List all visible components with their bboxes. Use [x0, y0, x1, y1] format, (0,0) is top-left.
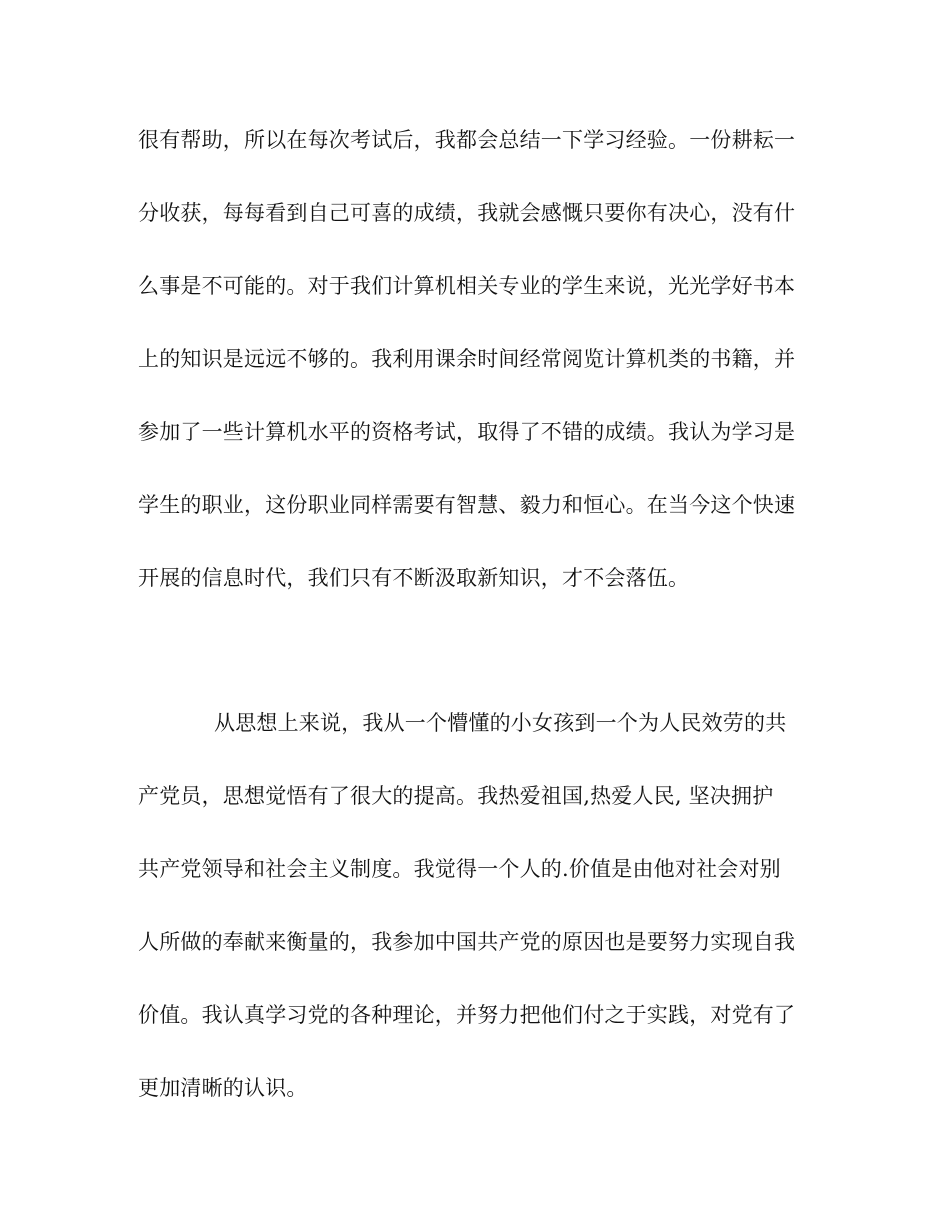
paragraph-2-line-4: 人所做的奉献来衡量的，我参加中国共产党的原因也是要努力实现自我 [138, 930, 796, 954]
paragraph-2-line-1: 从思想上来说，我从一个懵懂的小女孩到一个为人民效劳的共 [214, 711, 787, 735]
paragraph-1-line-2: 分收获，每每看到自己可喜的成绩，我就会感慨只要你有决心，没有什 [138, 201, 796, 225]
paragraph-1-line-7: 开展的信息时代，我们只有不断汲取新知识，才不会落伍。 [138, 566, 690, 590]
paragraph-1-line-3: 么事是不可能的。对于我们计算机相关专业的学生来说，光光学好书本 [138, 274, 796, 298]
paragraph-1-line-1: 很有帮助，所以在每次考试后，我都会总结一下学习经验。一份耕耘一 [138, 128, 796, 152]
paragraph-2-line-2: 产党员，思想觉悟有了很大的提高。我热爱祖国,热爱人民, 坚决拥护 [138, 784, 774, 808]
paragraph-2-line-3: 共产党领导和社会主义制度。我觉得一个人的.价值是由他对社会对别 [138, 857, 781, 881]
paragraph-2-line-6: 更加清晰的认识。 [138, 1076, 308, 1100]
paragraph-2-line-5: 价值。我认真学习党的各种理论，并努力把他们付之于实践，对党有了 [138, 1003, 796, 1027]
paragraph-1-line-4: 上的知识是远远不够的。我利用课余时间经常阅览计算机类的书籍，并 [138, 347, 796, 371]
paragraph-1-line-5: 参加了一些计算机水平的资格考试，取得了不错的成绩。我认为学习是 [138, 420, 796, 444]
paragraph-1-line-6: 学生的职业，这份职业同样需要有智慧、毅力和恒心。在当今这个快速 [138, 493, 796, 517]
